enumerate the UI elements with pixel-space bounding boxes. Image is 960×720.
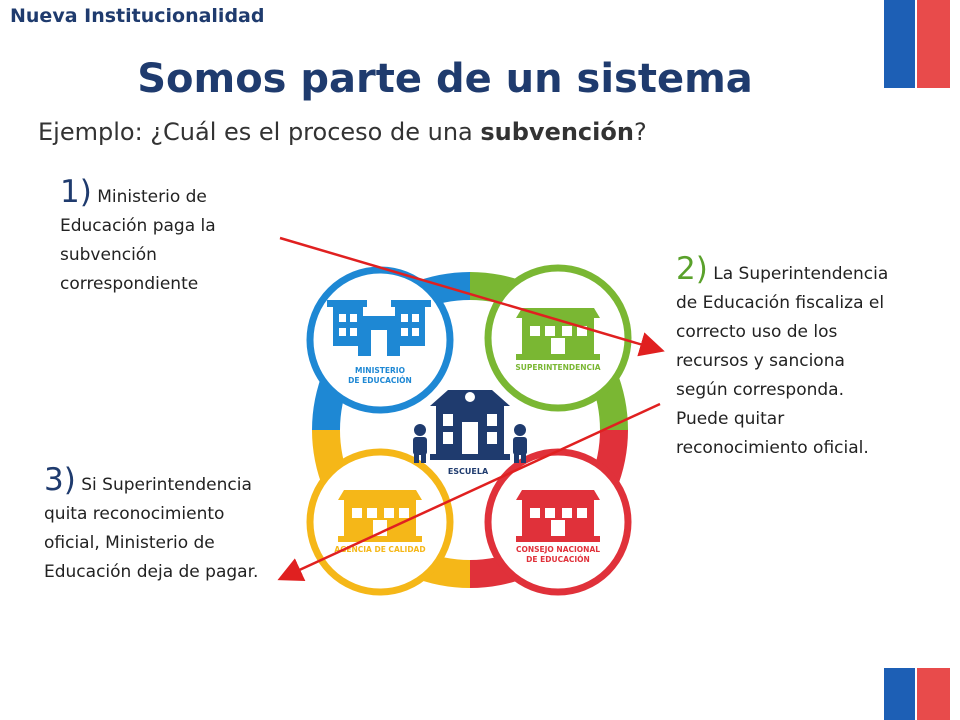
node-agencia-label: AGENCIA DE CALIDAD bbox=[334, 545, 426, 554]
subtitle-prefix: Ejemplo: ¿Cuál es el proceso de una bbox=[38, 118, 481, 146]
node-ministerio-label-1: MINISTERIO bbox=[355, 366, 405, 375]
node-agencia bbox=[310, 452, 450, 592]
node-consejo-label-2: DE EDUCACIÓN bbox=[526, 555, 590, 564]
node-consejo-label-1: CONSEJO NACIONAL bbox=[515, 545, 601, 554]
node-ministerio bbox=[310, 270, 450, 410]
step-2-text: La Superintendencia de Educación fiscaliza el correcto uso de los recursos y sanciona según corresponda. Puede quitar reconocimiento oficial. bbox=[676, 264, 889, 458]
step-2-number: 2) bbox=[676, 251, 708, 287]
subtitle-suffix: ? bbox=[633, 118, 647, 146]
step-1-number: 1) bbox=[60, 174, 92, 210]
header-tag: Nueva Institucionalidad bbox=[10, 5, 265, 27]
step-1-text: Ministerio de Educación paga la subvención correspondiente bbox=[60, 187, 216, 294]
page-title: Somos parte de un sistema bbox=[137, 56, 753, 102]
step-3-text: Si Superintendencia quita reconocimiento oficial, Ministerio de Educación deja de pagar. bbox=[44, 475, 259, 582]
subtitle-bold: subvención bbox=[480, 118, 634, 146]
node-superintendencia-label: SUPERINTENDENCIA bbox=[515, 363, 601, 372]
node-superintendencia bbox=[488, 268, 628, 408]
node-ministerio-label-2: DE EDUCACIÓN bbox=[348, 376, 412, 385]
step-3-number: 3) bbox=[44, 462, 76, 498]
center-label: ESCUELA bbox=[447, 467, 489, 476]
center-school bbox=[413, 390, 527, 476]
